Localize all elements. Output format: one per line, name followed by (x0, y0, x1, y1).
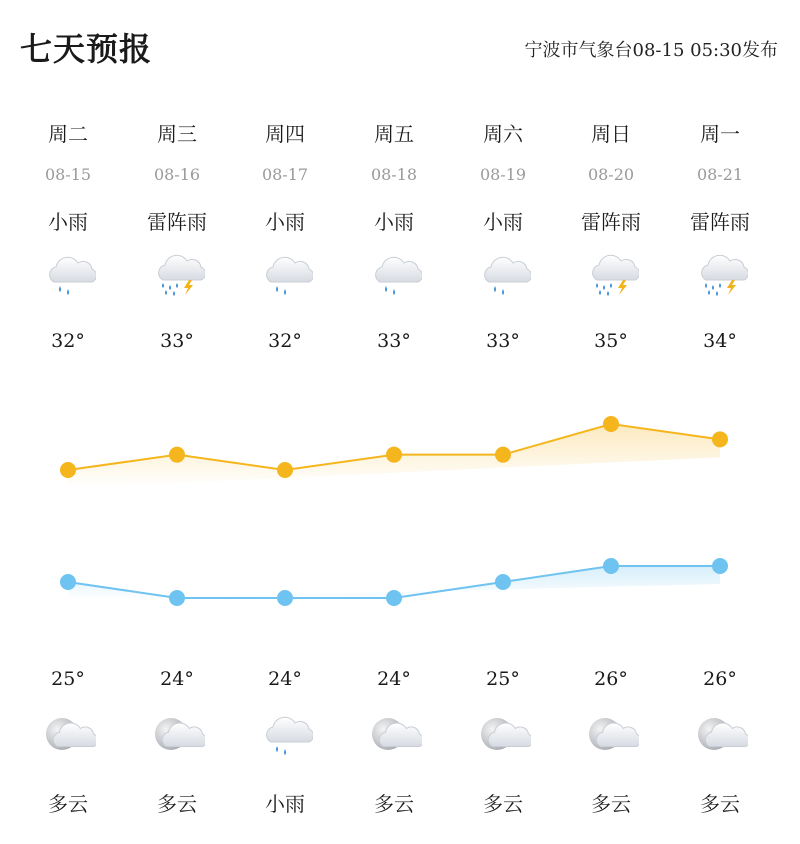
weekday-label: 周三 (157, 122, 197, 146)
day-condition: 小雨 (483, 210, 523, 234)
thunder-shower-icon (692, 250, 748, 296)
low-temp-point (60, 574, 76, 590)
light-rain-icon (257, 710, 313, 756)
high-temp-point (169, 447, 185, 463)
night-condition: 多云 (48, 792, 88, 816)
day-condition: 小雨 (374, 210, 414, 234)
night-condition: 小雨 (265, 792, 305, 816)
thunder-shower-icon (149, 250, 205, 296)
day-condition: 雷阵雨 (690, 210, 750, 234)
partly-cloudy-night-icon (475, 710, 531, 756)
light-rain-icon (257, 250, 313, 296)
high-temp-point (495, 447, 511, 463)
night-condition: 多云 (591, 792, 631, 816)
day-condition: 小雨 (265, 210, 305, 234)
high-temp-label: 32° (51, 330, 85, 352)
low-temp-label: 24° (268, 668, 302, 690)
low-temp-point (169, 590, 185, 606)
low-temp-point (495, 574, 511, 590)
high-temp-point (603, 416, 619, 432)
date-label: 08-20 (587, 165, 635, 184)
high-temp-point (712, 431, 728, 447)
light-rain-icon (475, 250, 531, 296)
low-temp-label: 25° (486, 668, 520, 690)
date-label: 08-17 (261, 165, 309, 184)
partly-cloudy-night-icon (149, 710, 205, 756)
weekday-label: 周一 (700, 122, 740, 146)
partly-cloudy-night-icon (583, 710, 639, 756)
night-condition: 多云 (700, 792, 740, 816)
low-temp-point (712, 558, 728, 574)
low-temp-label: 25° (51, 668, 85, 690)
partly-cloudy-night-icon (40, 710, 96, 756)
high-temp-label: 34° (703, 330, 737, 352)
high-temp-point (386, 447, 402, 463)
low-temp-label: 26° (703, 668, 737, 690)
page-title: 七天预报 (20, 30, 153, 68)
night-condition: 多云 (483, 792, 523, 816)
low-temp-point (386, 590, 402, 606)
high-temp-point (60, 462, 76, 478)
high-temp-label: 35° (594, 330, 628, 352)
low-temp-label: 26° (594, 668, 628, 690)
high-temp-point (277, 462, 293, 478)
light-rain-icon (40, 250, 96, 296)
date-label: 08-21 (696, 165, 744, 184)
date-label: 08-19 (479, 165, 527, 184)
night-condition: 多云 (374, 792, 414, 816)
weekday-label: 周日 (591, 122, 631, 146)
high-temp-label: 33° (377, 330, 411, 352)
weekday-label: 周六 (483, 122, 523, 146)
weekday-label: 周五 (374, 122, 414, 146)
partly-cloudy-night-icon (692, 710, 748, 756)
low-temp-label: 24° (377, 668, 411, 690)
night-condition: 多云 (157, 792, 197, 816)
low-temp-label: 24° (160, 668, 194, 690)
high-temp-label: 32° (268, 330, 302, 352)
high-temp-label: 33° (486, 330, 520, 352)
partly-cloudy-night-icon (366, 710, 422, 756)
temperature-line-chart (0, 380, 800, 640)
date-label: 08-16 (153, 165, 201, 184)
weekday-label: 周二 (48, 122, 88, 146)
day-condition: 雷阵雨 (147, 210, 207, 234)
date-label: 08-15 (44, 165, 92, 184)
day-condition: 小雨 (48, 210, 88, 234)
date-label: 08-18 (370, 165, 418, 184)
light-rain-icon (366, 250, 422, 296)
weekday-label: 周四 (265, 122, 305, 146)
high-temp-label: 33° (160, 330, 194, 352)
low-temp-point (277, 590, 293, 606)
day-condition: 雷阵雨 (581, 210, 641, 234)
thunder-shower-icon (583, 250, 639, 296)
low-temp-point (603, 558, 619, 574)
publish-info: 宁波市气象台08-15 05:30发布 (524, 40, 778, 61)
